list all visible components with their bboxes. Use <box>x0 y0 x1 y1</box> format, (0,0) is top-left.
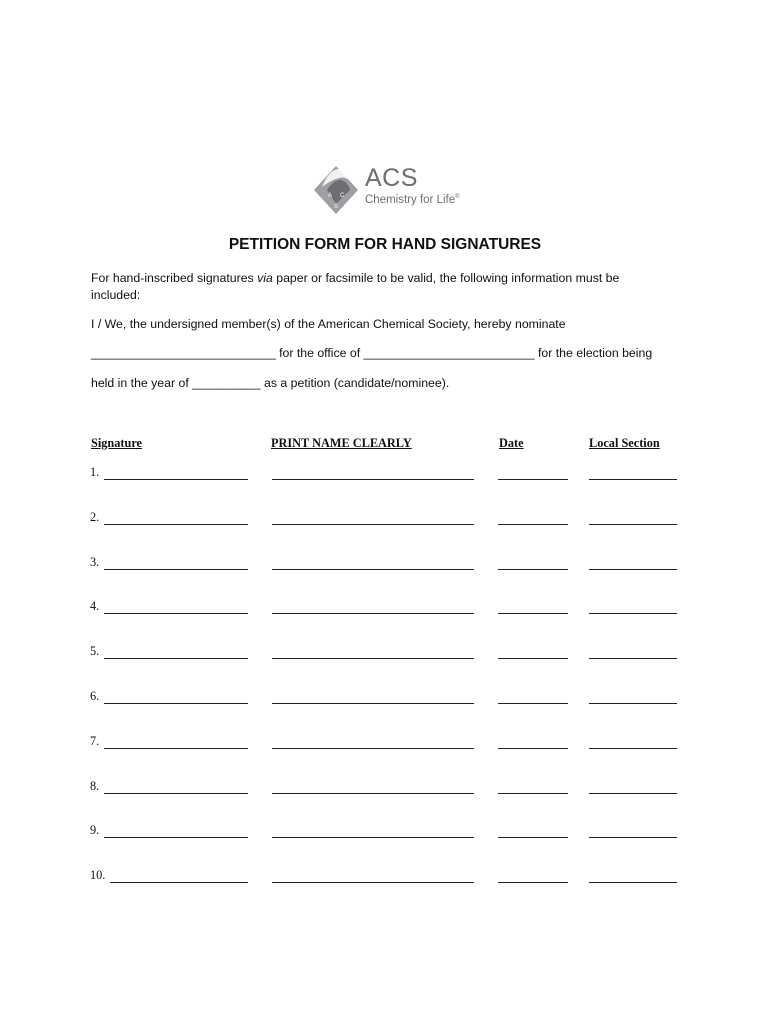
signature-line[interactable] <box>104 748 248 749</box>
signature-row <box>0 644 770 664</box>
local-section-line[interactable] <box>589 793 677 794</box>
signature-row <box>0 868 770 888</box>
date-line[interactable] <box>498 524 568 525</box>
row-number: 3. <box>90 555 100 569</box>
column-headers <box>0 436 770 454</box>
nomination-statement: I / We, the undersigned member(s) of the American Chemical Society, hereby nominate <box>91 317 566 331</box>
date-line[interactable] <box>498 793 568 794</box>
office-line: ___________________________ for the office of _________________________ for the election being <box>91 346 653 360</box>
signature-row <box>0 779 770 799</box>
local-section-line[interactable] <box>589 882 677 883</box>
local-section-line[interactable] <box>589 837 677 838</box>
signature-line[interactable] <box>104 703 248 704</box>
local-section-line[interactable] <box>589 613 677 614</box>
intro-line2: included: <box>91 288 141 302</box>
print-name-line[interactable] <box>272 569 474 570</box>
acs-emblem-icon <box>311 160 361 220</box>
signature-row <box>0 689 770 709</box>
row-number: 1. <box>90 465 100 479</box>
local-section-line[interactable] <box>589 479 677 480</box>
row-number: 7. <box>90 734 100 748</box>
intro-line1-before: For hand-inscribed signatures <box>91 271 258 285</box>
date-line[interactable] <box>498 658 568 659</box>
print-name-line[interactable] <box>272 479 474 480</box>
row-number: 8. <box>90 779 100 793</box>
date-line[interactable] <box>498 882 568 883</box>
intro-italic-via: via <box>257 271 273 285</box>
logo-name: ACS <box>365 164 418 192</box>
intro-line1-after: paper or facsimile to be valid, the following information must be <box>272 271 620 285</box>
logo-tagline <box>365 194 460 206</box>
row-number: 2. <box>90 510 100 524</box>
emblem-letter-s: S <box>334 204 339 210</box>
print-name-line[interactable] <box>272 837 474 838</box>
print-name-line[interactable] <box>272 882 474 883</box>
date-line[interactable] <box>498 748 568 749</box>
row-number: 4. <box>90 599 100 613</box>
signature-line[interactable] <box>104 837 248 838</box>
registered-mark: ® <box>455 194 460 201</box>
acs-logo <box>311 160 491 220</box>
row-number: 9. <box>90 823 100 837</box>
signature-line[interactable] <box>104 569 248 570</box>
local-section-line[interactable] <box>589 569 677 570</box>
print-name-line[interactable] <box>272 748 474 749</box>
signature-row <box>0 555 770 575</box>
signature-row <box>0 599 770 619</box>
header-print-name: PRINT NAME CLEARLY <box>271 436 412 450</box>
print-name-line[interactable] <box>272 524 474 525</box>
header-date: Date <box>499 436 524 450</box>
signature-line[interactable] <box>104 479 248 480</box>
emblem-letter-c: C <box>340 193 345 199</box>
print-name-line[interactable] <box>272 793 474 794</box>
date-line[interactable] <box>498 837 568 838</box>
signature-line[interactable] <box>110 882 248 883</box>
print-name-line[interactable] <box>272 613 474 614</box>
signature-line[interactable] <box>104 793 248 794</box>
signature-line[interactable] <box>104 613 248 614</box>
date-line[interactable] <box>498 479 568 480</box>
row-number: 6. <box>90 689 100 703</box>
signature-line[interactable] <box>104 658 248 659</box>
intro-paragraph <box>91 270 691 304</box>
tagline-text: Chemistry for Life <box>365 194 456 206</box>
date-line[interactable] <box>498 613 568 614</box>
date-line[interactable] <box>498 703 568 704</box>
print-name-line[interactable] <box>272 703 474 704</box>
signature-line[interactable] <box>104 524 248 525</box>
header-signature: Signature <box>91 436 143 450</box>
signature-row <box>0 823 770 843</box>
local-section-line[interactable] <box>589 703 677 704</box>
header-local-section: Local Section <box>589 436 660 450</box>
date-line[interactable] <box>498 569 568 570</box>
emblem-letter-a: A <box>328 193 333 199</box>
signature-row <box>0 734 770 754</box>
signature-row <box>0 510 770 530</box>
row-number: 10. <box>90 868 106 882</box>
page-title: PETITION FORM FOR HAND SIGNATURES <box>228 236 542 253</box>
row-number: 5. <box>90 644 100 658</box>
year-line: held in the year of __________ as a petition (candidate/nominee). <box>91 376 450 390</box>
local-section-line[interactable] <box>589 524 677 525</box>
signature-row <box>0 465 770 485</box>
local-section-line[interactable] <box>589 748 677 749</box>
print-name-line[interactable] <box>272 658 474 659</box>
local-section-line[interactable] <box>589 658 677 659</box>
